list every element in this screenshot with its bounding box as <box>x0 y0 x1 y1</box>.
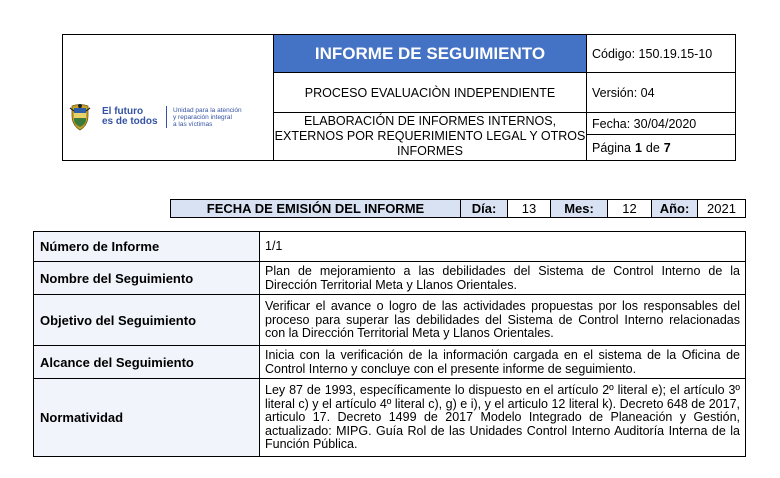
report-info-table <box>33 231 746 457</box>
info-value <box>260 232 745 261</box>
logo-cell <box>63 35 274 160</box>
emission-date-row <box>170 199 746 218</box>
info-value-text: Ley 87 de 1993, específicamente lo dispuesto en el artículo 2º literal e); el artículo 3º literal c) y el artículo 4º literal c), g) e i), y el articulo 12 literal k). Decreto 648 de 2017, articulo 17. Decreto 1499 de 2017 Modelo Integrado de Planeación y Gestión, actualizado: MIPG. Guía Rol de las Unidades Control Interno Auditoría Interna de la Función Pública. <box>265 383 740 452</box>
year-value: 2021 <box>707 201 736 216</box>
info-row-name <box>34 262 745 295</box>
info-label: Número de Informe <box>34 232 260 261</box>
colombia-coat-of-arms-icon <box>68 103 92 131</box>
emission-date-label: FECHA DE EMISIÓN DEL INFORME <box>171 200 461 217</box>
unit-line2: y reparación integral <box>173 113 232 121</box>
document-code: Código: 150.19.15-10 <box>587 35 736 73</box>
elaboration-text: ELABORACIÓN DE INFORMES INTERNOS, EXTERNOS POR REQUERIMIENTO LEGAL Y OTROS INFORMES <box>274 114 586 158</box>
government-slogan <box>102 107 162 127</box>
gov-slogan-line1: El futuro <box>102 106 144 117</box>
info-value-text: Plan de mejoramiento a las debilidades del Sistema de Control Interno de la Dirección Territorial Meta y Llanos Orientales. <box>265 264 740 292</box>
process-name: PROCESO EVALUACIÒN INDEPENDIENTE <box>274 73 586 113</box>
info-label: Objetivo del Seguimiento <box>34 295 260 345</box>
page-of: de <box>645 140 660 155</box>
info-value <box>260 295 745 345</box>
info-value <box>260 262 745 294</box>
info-value-text: 1/1 <box>265 239 283 254</box>
page-current: 1 <box>634 140 642 155</box>
info-row-scope <box>34 346 745 379</box>
page-prefix: Página <box>592 140 631 155</box>
unit-line1: Unidad para la atención <box>173 106 242 114</box>
year-label: Año: <box>652 200 698 217</box>
info-value-text: Verificar el avance o logro de las actividades propuestas por los responsables del proceso para superar las debilidades del Sistema de Control Interno relacionadas con la Dirección Territorial Meta y Llanos Orientales. <box>265 299 740 341</box>
page-number <box>587 135 736 160</box>
info-row-objective <box>34 295 745 346</box>
gov-slogan-line2: es de todos <box>102 116 158 127</box>
info-value <box>260 346 745 378</box>
report-title: INFORME DE SEGUIMIENTO <box>274 35 586 73</box>
institution-logo <box>68 103 272 131</box>
document-date: Fecha: 30/04/2020 <box>587 113 736 135</box>
info-value-text: Inicia con la verificación de la información cargada en el sistema de la Oficina de Control Interno y concluye con el presente informe de seguimiento. <box>265 348 740 376</box>
unit-line3: a las víctimas <box>173 120 213 128</box>
day-value: 13 <box>508 200 551 217</box>
unit-name <box>173 107 265 128</box>
document-header <box>62 34 736 161</box>
document-metadata <box>586 35 735 160</box>
info-value <box>260 379 745 456</box>
info-row-number <box>34 232 745 262</box>
month-value: 12 <box>608 200 652 217</box>
day-label: Día: <box>461 200 508 217</box>
info-label: Normatividad <box>34 379 260 456</box>
page-total: 7 <box>663 140 671 155</box>
document-version: Versión: 04 <box>587 73 736 113</box>
logo-divider <box>166 106 167 128</box>
info-row-regulations <box>34 379 745 456</box>
info-label: Alcance del Seguimiento <box>34 346 260 378</box>
month-label: Mes: <box>551 200 608 217</box>
info-label: Nombre del Seguimiento <box>34 262 260 294</box>
